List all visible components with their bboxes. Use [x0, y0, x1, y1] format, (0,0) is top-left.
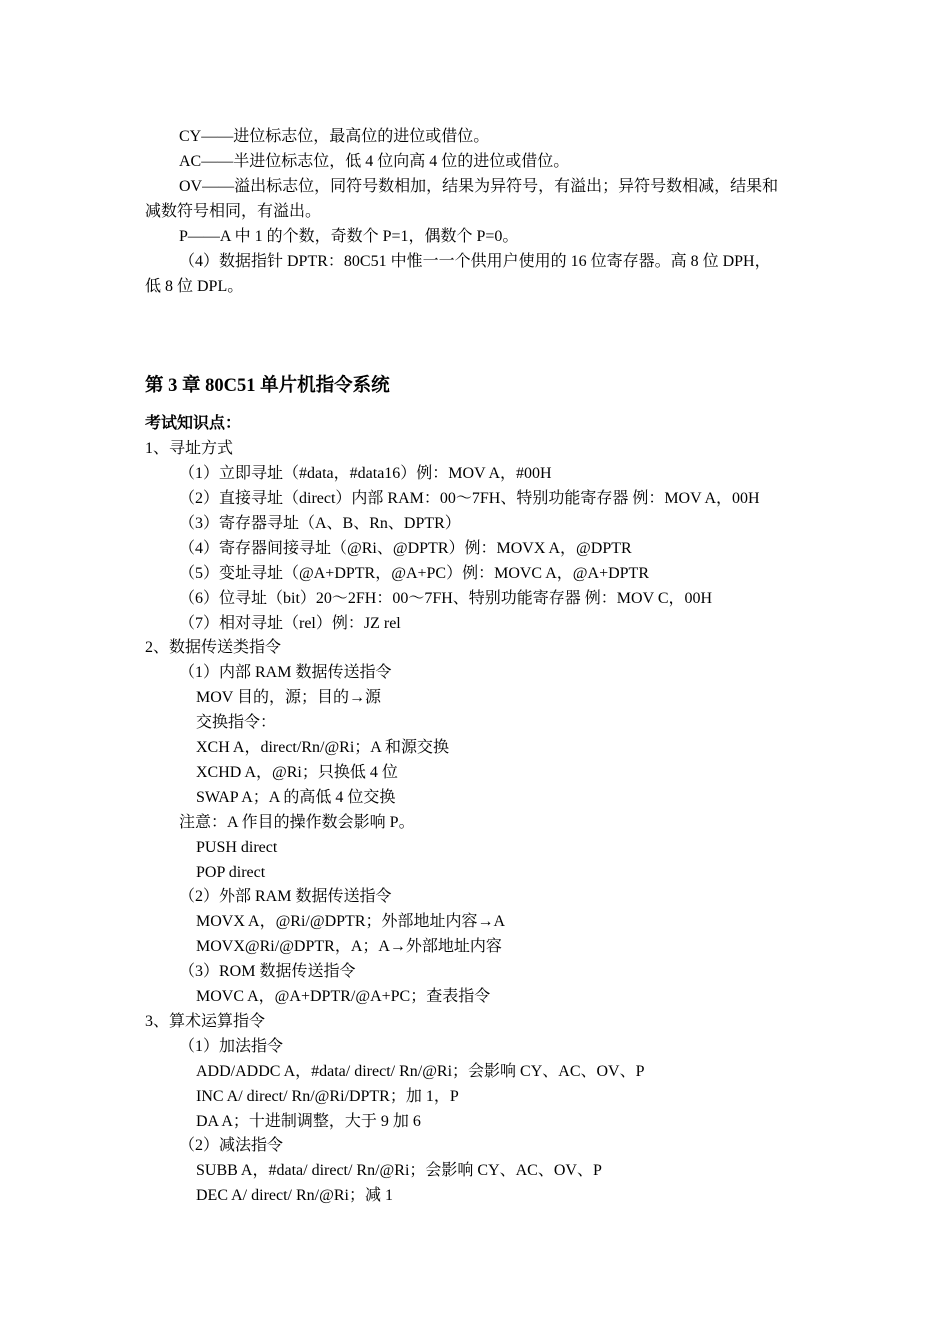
ov-flag-line-continued: 减数符号相同，有溢出。 [145, 203, 322, 220]
note-line: 注意：A 作目的操作数会影响 P。 [179, 814, 415, 831]
transfer-heading: 2、数据传送类指令 [145, 639, 282, 656]
chapter-title: 第 3 章 80C51 单片机指令系统 [145, 376, 390, 396]
addressing-item: （3）寄存器寻址（A、B、Rn、DPTR） [179, 515, 461, 532]
movc-instruction: MOVC A，@A+DPTR/@A+PC；查表指令 [196, 988, 491, 1005]
internal-ram-heading: （1）内部 RAM 数据传送指令 [179, 664, 392, 681]
pop-instruction: POP direct [196, 864, 266, 881]
addressing-item: （5）变址寻址（@A+DPTR，@A+PC）例：MOVC A，@A+DPTR [179, 565, 649, 582]
xchd-instruction: XCHD A，@Ri；只换低 4 位 [196, 764, 398, 781]
exchange-label: 交换指令： [196, 714, 277, 731]
addressing-item: （7）相对寻址（rel）例：JZ rel [179, 615, 401, 632]
xch-instruction: XCH A，direct/Rn/@Ri；A 和源交换 [196, 739, 449, 756]
p-flag-line: P——A 中 1 的个数，奇数个 P=1，偶数个 P=0。 [179, 228, 519, 245]
subb-instruction: SUBB A，#data/ direct/ Rn/@Ri；会影响 CY、AC、OV、P [196, 1162, 602, 1179]
movx-write-instruction: MOVX@Ri/@DPTR，A；A→外部地址内容 [196, 938, 502, 955]
dptr-line: （4）数据指针 DPTR：80C51 中惟一一个供用户使用的 16 位寄存器。高 8 位 DPH， [179, 253, 771, 270]
addressing-heading: 1、寻址方式 [145, 440, 234, 457]
exam-points-heading: 考试知识点： [145, 415, 242, 432]
mov-instruction: MOV 目的，源；目的→源 [196, 689, 382, 706]
cy-flag-line: CY——进位标志位，最高位的进位或借位。 [179, 128, 490, 145]
push-instruction: PUSH direct [196, 839, 278, 856]
addressing-item: （1）立即寻址（#data，#data16）例：MOV A，#00H [179, 465, 552, 482]
da-instruction: DA A；十进制调整，大于 9 加 6 [196, 1113, 421, 1130]
rom-heading: （3）ROM 数据传送指令 [179, 963, 356, 980]
addressing-item: （6）位寻址（bit）20～2FH：00～7FH、特别功能寄存器 例：MOV C，00H [179, 590, 713, 607]
dptr-line-continued: 低 8 位 DPL。 [145, 278, 244, 295]
movx-read-instruction: MOVX A，@Ri/@DPTR；外部地址内容→A [196, 913, 506, 930]
inc-instruction: INC A/ direct/ Rn/@Ri/DPTR；加 1，P [196, 1088, 459, 1105]
add-heading: （1）加法指令 [179, 1038, 284, 1055]
swap-instruction: SWAP A；A 的高低 4 位交换 [196, 789, 396, 806]
ac-flag-line: AC——半进位标志位，低 4 位向高 4 位的进位或借位。 [179, 153, 570, 170]
dec-instruction: DEC A/ direct/ Rn/@Ri；减 1 [196, 1187, 393, 1204]
addressing-item: （2）直接寻址（direct）内部 RAM：00～7FH、特别功能寄存器 例：MOV A，00H [179, 490, 760, 507]
arith-heading: 3、算术运算指令 [145, 1013, 266, 1030]
ov-flag-line: OV——溢出标志位，同符号数相加，结果为异符号，有溢出；异符号数相减，结果和 [179, 178, 779, 195]
addressing-item: （4）寄存器间接寻址（@Ri、@DPTR）例：MOVX A，@DPTR [179, 540, 632, 557]
add-instruction: ADD/ADDC A，#data/ direct/ Rn/@Ri；会影响 CY、AC、OV、P [196, 1063, 645, 1080]
external-ram-heading: （2）外部 RAM 数据传送指令 [179, 888, 392, 905]
sub-heading: （2）减法指令 [179, 1137, 284, 1154]
